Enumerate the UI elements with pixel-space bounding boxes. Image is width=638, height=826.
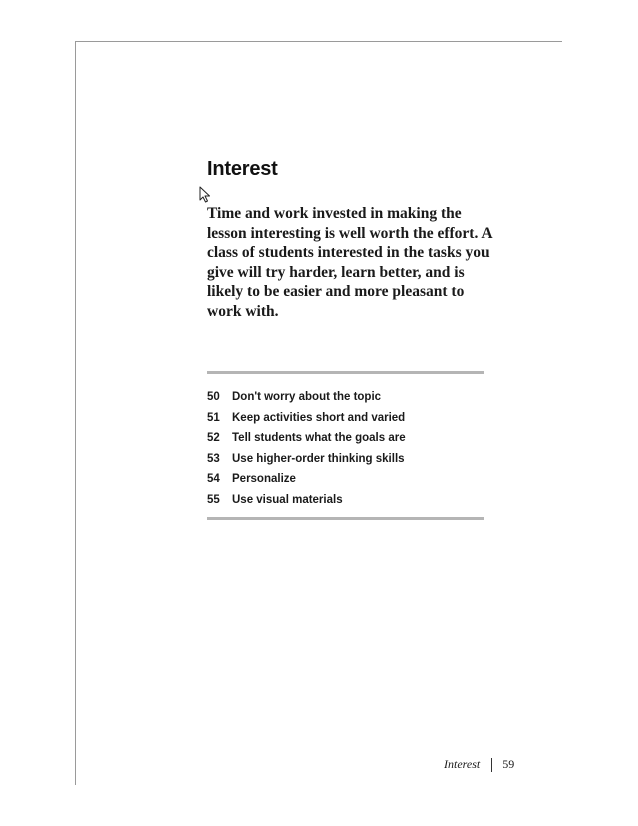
list-item bbox=[207, 449, 406, 470]
list-top-divider bbox=[207, 371, 484, 374]
page-top-border bbox=[75, 41, 562, 42]
list-item bbox=[207, 428, 406, 449]
tip-number: 52 bbox=[207, 432, 220, 445]
footer-section-title: Interest bbox=[444, 757, 481, 771]
footer-separator bbox=[491, 758, 492, 772]
tip-number: 55 bbox=[207, 493, 220, 506]
list-item bbox=[207, 408, 406, 429]
tip-label: Don't worry about the topic bbox=[232, 391, 382, 403]
tip-number: 51 bbox=[207, 411, 220, 424]
tip-label: Keep activities short and varied bbox=[232, 411, 406, 424]
tip-label: Tell students what the goals are bbox=[232, 432, 406, 445]
tip-label: Use visual materials bbox=[232, 493, 343, 506]
chapter-title: Interest bbox=[207, 158, 278, 180]
chapter-intro: Time and work invested in making the lesson interesting is well worth the effort. A class of students interested in the tasks you give will try harder, learn better, and is likely to be easier and more pleasant to work with. bbox=[207, 205, 492, 320]
tip-label: Use higher-order thinking skills bbox=[232, 452, 405, 465]
list-item bbox=[207, 469, 406, 490]
tip-number: 50 bbox=[207, 391, 220, 403]
tip-label: Personalize bbox=[232, 473, 296, 486]
list-item bbox=[207, 387, 406, 408]
tip-number: 54 bbox=[207, 473, 220, 486]
tip-number: 53 bbox=[207, 452, 220, 465]
list-bottom-divider bbox=[207, 517, 484, 520]
tip-list bbox=[207, 387, 406, 511]
page-number: 59 bbox=[502, 757, 515, 771]
page-left-border bbox=[75, 41, 76, 785]
page-footer bbox=[444, 757, 514, 772]
mouse-pointer-icon bbox=[199, 186, 211, 203]
list-item bbox=[207, 490, 406, 511]
